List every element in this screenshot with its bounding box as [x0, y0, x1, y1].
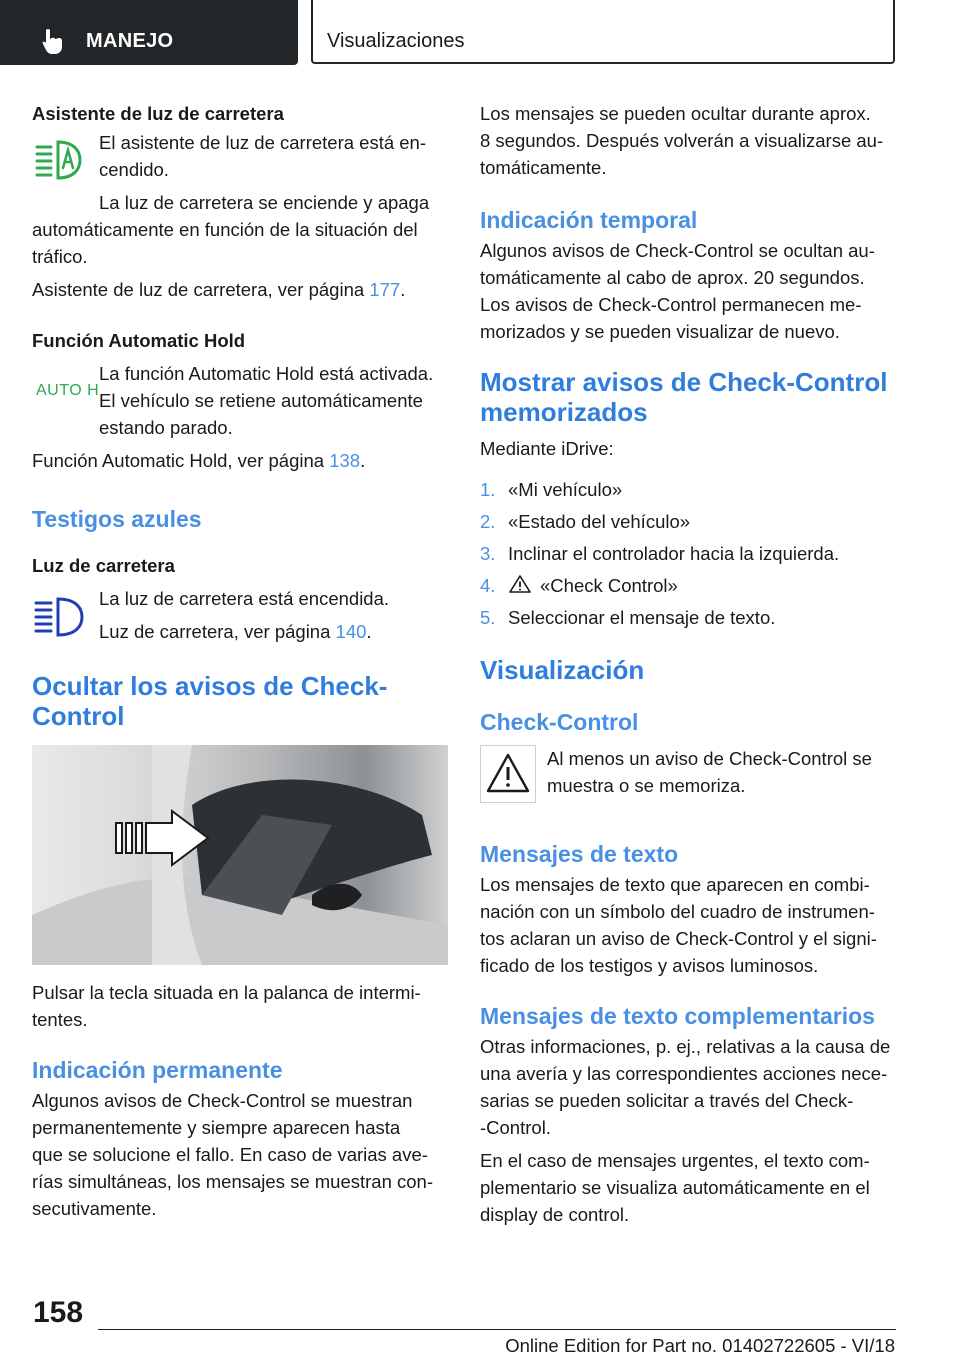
header-page-box — [311, 0, 895, 64]
heading-high-beam-assistant: Asistente de luz de carretera — [32, 103, 284, 124]
text-line: que se solucione el fallo. En caso de varias ave- — [32, 1144, 428, 1165]
reference-text: Asistente de luz de carretera, ver página — [32, 279, 370, 300]
text-line: La función Automatic Hold está activada. — [99, 363, 434, 384]
text-line: secutivamente. — [32, 1198, 157, 1219]
list-item — [480, 476, 900, 503]
heading-hide-check-control: Ocultar los avisos de Check- — [32, 671, 388, 701]
section-label: MANEJO — [86, 30, 174, 52]
heading-display: Visualización — [480, 655, 645, 685]
text-line: nación con un símbolo del cuadro de instrumen- — [480, 901, 875, 922]
caption-line: tentes. — [32, 1009, 88, 1030]
heading-permanent-indication: Indicación permanente — [32, 1057, 283, 1083]
left-column — [32, 100, 452, 1222]
list-item — [480, 604, 900, 631]
text-line: tomáticamente al cabo de aprox. 20 segundos. — [480, 267, 865, 288]
heading-high-beam: Luz de carretera — [32, 555, 175, 576]
text-line: tos aclaran un aviso de Check-Control y el signi- — [480, 928, 877, 949]
list-item — [480, 540, 900, 567]
text-line: Algunos avisos de Check-Control se ocultan au- — [480, 240, 875, 261]
reference-text: Luz de carretera, ver página — [99, 621, 336, 642]
page-number: 158 — [33, 1296, 84, 1329]
page-link-177[interactable]: 177 — [369, 279, 401, 300]
step-text: «Check Control» — [540, 575, 678, 596]
text-line: -Control. — [480, 1117, 551, 1138]
text-line: sarias se pueden solicitar a través del Check- — [480, 1090, 854, 1111]
hand-icon — [40, 27, 66, 55]
text-line: muestra o se memoriza. — [547, 775, 746, 796]
step-number: 2. — [480, 511, 496, 532]
page-link-138[interactable]: 138 — [329, 450, 361, 471]
step-text: Inclinar el controlador hacia la izquierda. — [508, 543, 840, 564]
heading-check-control: Check-Control — [480, 709, 639, 735]
text-line: La luz de carretera se enciende y apaga — [99, 192, 430, 213]
text-line: cendido. — [99, 159, 169, 180]
step-text: «Mi vehículo» — [508, 479, 623, 500]
high-beam-icon — [32, 595, 86, 639]
text-line: El vehículo se retiene automáticamente — [99, 390, 423, 411]
step-text: «Estado del vehículo» — [508, 511, 691, 532]
heading-temporary-indication: Indicación temporal — [480, 207, 698, 233]
heading-automatic-hold: Función Automatic Hold — [32, 330, 246, 351]
step-number: 3. — [480, 543, 496, 564]
caption-line: Pulsar la tecla situada en la palanca de intermi- — [32, 982, 421, 1003]
warning-triangle-icon — [508, 574, 532, 594]
step-number: 5. — [480, 607, 496, 628]
text-line: 8 segundos. Después volverán a visualizarse au- — [480, 130, 884, 151]
page-reference: Función Automatic Hold, ver página 138. — [32, 450, 366, 471]
list-item — [480, 572, 900, 599]
auto-hold-icon: AUTO H — [36, 382, 100, 399]
heading-show-stored-check-control-cont: memorizados — [480, 397, 648, 427]
text-line: plementario se visualiza automáticamente en el — [480, 1177, 870, 1198]
page-reference: Asistente de luz de carretera, ver página 177. — [32, 279, 406, 300]
step-number: 1. — [480, 479, 496, 500]
heading-text-messages: Mensajes de texto — [480, 841, 679, 867]
step-text: Seleccionar el mensaje de texto. — [508, 607, 776, 628]
text-line: una avería y las correspondientes acciones nece- — [480, 1063, 888, 1084]
text-line: ficado de los testigos y avisos luminosos. — [480, 955, 819, 976]
reference-text: Función Automatic Hold, ver página — [32, 450, 330, 471]
text-line: Los mensajes de texto que aparecen en combi- — [480, 874, 870, 895]
text-line: rías simultáneas, los mensajes se muestran con- — [32, 1171, 434, 1192]
edition-label: Online Edition for Part no. 01402722605 - VI/18 — [505, 1335, 895, 1356]
text-line: Los avisos de Check-Control permanecen me- — [480, 294, 862, 315]
text-line: Mediante iDrive: — [480, 438, 614, 459]
heading-hide-check-control-cont: Control — [32, 701, 125, 731]
text-line: La luz de carretera está encendida. — [99, 588, 390, 609]
header-section-tab — [0, 0, 298, 65]
text-line: permanentemente y siempre aparecen hasta — [32, 1117, 401, 1138]
step-number: 4. — [480, 575, 496, 596]
text-line: automáticamente en función de la situación del — [32, 219, 418, 240]
high-beam-assistant-icon — [32, 137, 84, 181]
text-line: Otras informaciones, p. ej., relativas a la causa de — [480, 1036, 891, 1057]
heading-blue-indicators: Testigos azules — [32, 506, 202, 532]
idrive-steps-list — [480, 476, 900, 631]
right-column — [480, 100, 900, 1228]
text-line: morizados y se pueden visualizar de nuevo. — [480, 321, 840, 342]
text-line: estando parado. — [99, 417, 233, 438]
text-line: tomáticamente. — [480, 157, 607, 178]
lever-illustration — [32, 745, 448, 965]
text-line: display de control. — [480, 1204, 630, 1225]
heading-show-stored-check-control: Mostrar avisos de Check-Control — [480, 367, 888, 397]
text-line: Los mensajes se pueden ocultar durante aprox. — [480, 103, 871, 124]
text-line: tráfico. — [32, 246, 88, 267]
text-line: En el caso de mensajes urgentes, el texto com- — [480, 1150, 870, 1171]
page-label: Visualizaciones — [327, 30, 465, 52]
list-item — [480, 508, 900, 535]
turn-signal-lever-photo — [32, 745, 448, 965]
warning-triangle-icon — [480, 745, 536, 803]
page-reference: Luz de carretera, ver página 140. — [99, 621, 372, 642]
page-link-140[interactable]: 140 — [335, 621, 367, 642]
footer-divider — [98, 1329, 896, 1330]
text-line: Algunos avisos de Check-Control se muestran — [32, 1090, 413, 1111]
text-line: El asistente de luz de carretera está en- — [99, 132, 427, 153]
text-line: Al menos un aviso de Check-Control se — [547, 748, 872, 769]
heading-supplementary-text-messages: Mensajes de texto complementarios — [480, 1003, 875, 1029]
